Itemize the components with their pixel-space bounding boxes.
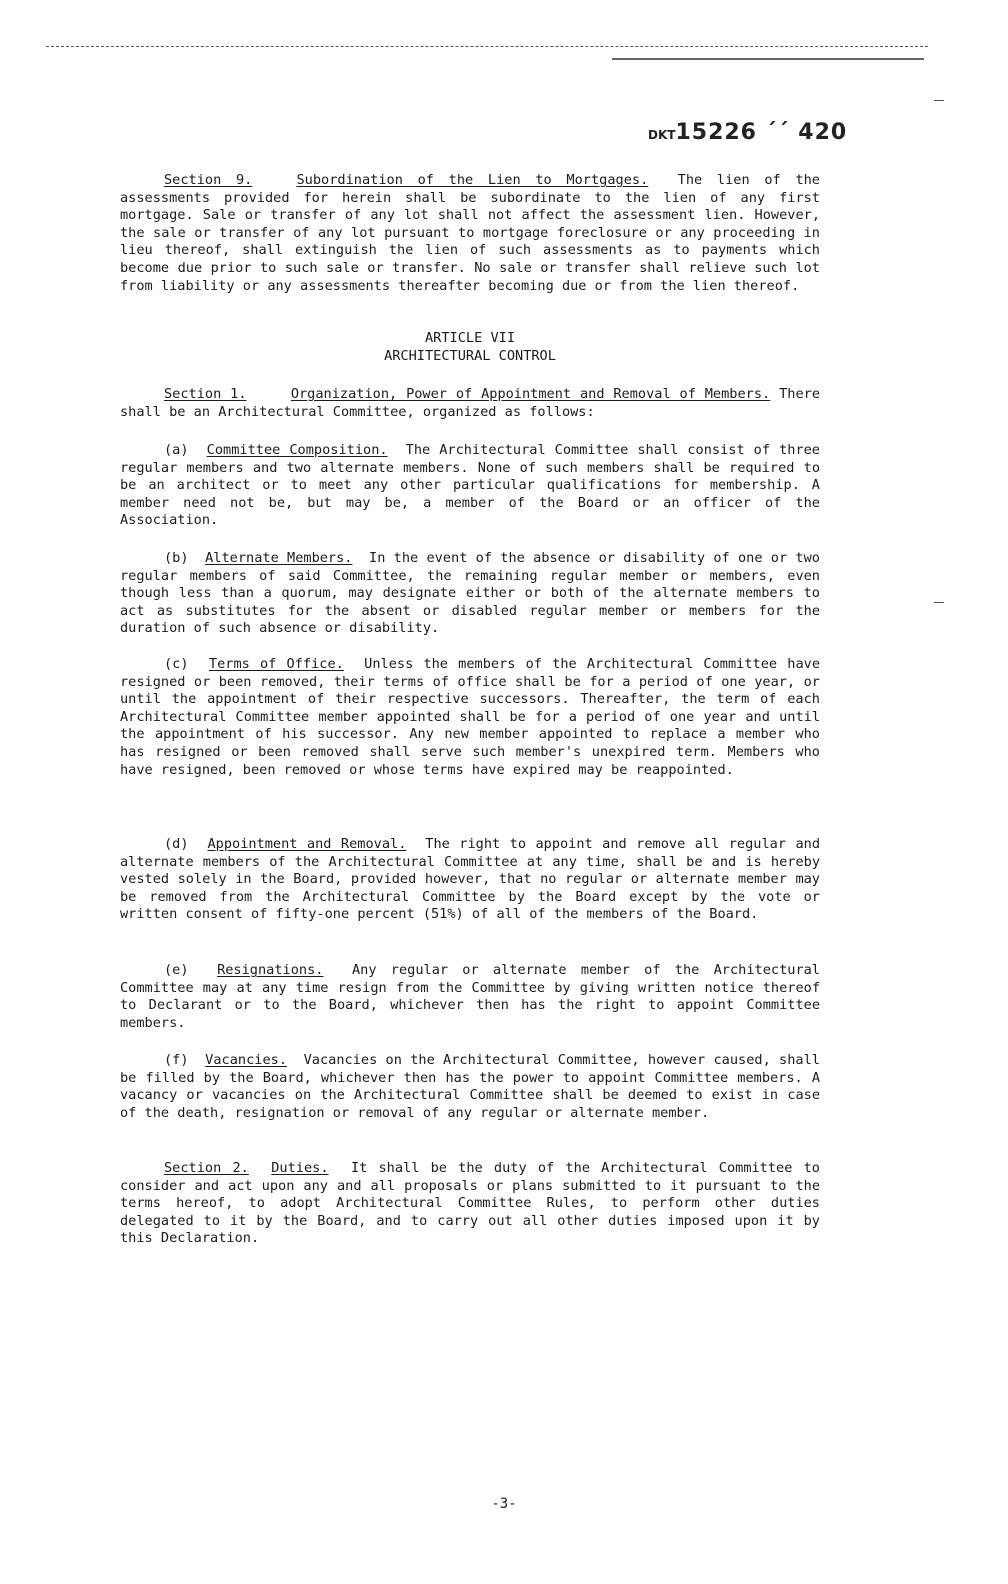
subsection-d-label: (d) (164, 836, 189, 852)
section-2-body: It shall be the duty of the Architectural Committee to consider and act upon any and all proposals or plans submitted to it pursuant to the terms hereof, to adopt Architectural Committee Rules, to perform other duties delegated to it by the Board, and to carry out all other duties imposed upon it by this Declaration. (120, 1160, 820, 1247)
subsection-b-paragraph (120, 550, 820, 638)
subsection-c-label: (c) (164, 656, 189, 672)
subsection-e (120, 962, 820, 1032)
subsection-e-body: Any regular or alternate member of the Architectural Committee may at any time resign from the Committee by giving written notice thereof to Declarant or to the Board, whichever then has the right to appoint Committee members. (120, 962, 820, 1031)
subsection-a-title: Committee Composition. (206, 442, 388, 458)
subsection-a-paragraph (120, 442, 820, 530)
section-1 (120, 386, 820, 421)
subsection-a-body: The Architectural Committee shall consist of three regular members and two alternate members. None of such members shall be required to be an architect or to meet any other particular qualifications for membership. A member need not be, but may be, a member of the Board or an officer of the Association. (120, 442, 820, 529)
subsection-a-label: (a) (164, 442, 189, 458)
subsection-c-body: Unless the members of the Architectural Committee have resigned or been removed, their terms of office shall be for a period of one year, or until the appointment of their respective successors. Thereafter, the term of each Architectural Committee member appointed shall be for a period of one year and until the appointment of his successor. Any new member appointed to replace a member who has resigned or been removed shall serve such member's unexpired term. Members who have resigned, been removed or whose terms have expired may be reappointed. (120, 656, 820, 778)
subsection-f-label: (f) (164, 1052, 189, 1068)
article-number: ARTICLE VII (424, 330, 516, 346)
subsection-e-title: Resignations. (217, 962, 324, 978)
section-2-lead: Section 2. (164, 1160, 249, 1176)
scan-artifact-line (612, 58, 924, 60)
subsection-b-title: Alternate Members. (205, 550, 353, 566)
subsection-e-paragraph (120, 962, 820, 1032)
subsection-d-title: Appointment and Removal. (207, 836, 407, 852)
scan-artifact-line (46, 46, 928, 47)
section-9-title: Subordination of the Lien to Mortgages. (296, 172, 649, 188)
article-title: ARCHITECTURAL CONTROL (384, 347, 556, 364)
subsection-c-title: Terms of Office. (208, 656, 344, 672)
article-heading (120, 330, 820, 365)
subsection-f-paragraph (120, 1052, 820, 1122)
subsection-b-label: (b) (164, 550, 189, 566)
section-9-body: The lien of the assessments provided for herein shall be subordinate to the lien of any first mortgage. Sale or transfer of any lot shall not affect the assessment lien. However, the sale or transfer of any lot pursuant to mortgage foreclosure or any proceeding in lieu thereof, shall extinguish the lien of such assessments as to payments which become due prior to such sale or transfer. No sale or transfer shall relieve such lot from liability or any assessments thereafter becoming due or from the lien thereof. (120, 172, 820, 294)
section-2-paragraph (120, 1160, 820, 1248)
subsection-f-title: Vacancies. (205, 1052, 287, 1068)
subsection-f (120, 1052, 820, 1122)
subsection-c-paragraph (120, 656, 820, 779)
subsection-d (120, 836, 820, 924)
margin-mark (934, 602, 944, 603)
subsection-a (120, 442, 820, 530)
subsection-d-paragraph (120, 836, 820, 924)
subsection-d-body: The right to appoint and remove all regular and alternate members of the Architectural Committee at any time, shall be and is hereby vested solely in the Board, provided however, that no regular or alternate member may be removed from the Architectural Committee by the Board except by the vote or written consent of fifty-one percent (51%) of all of the members of the Board. (120, 836, 820, 923)
subsection-b-body: In the event of the absence or disability of one or two regular members of said Committee, the remaining regular member or members, even though less than a quorum, may designate either or both of the alternate members to act as substitutes for the absent or disabled regular member or members for the duration of such absence or disability. (120, 550, 820, 637)
section-1-lead: Section 1. (164, 386, 247, 402)
subsection-b (120, 550, 820, 638)
section-1-title: Organization, Power of Appointment and Removal of Members. (290, 386, 771, 402)
subsection-f-body: Vacancies on the Architectural Committee, however caused, shall be filled by the Board, whichever then has the power to appoint Committee members. A vacancy or vacancies on the Architectural Committee shall be deemed to exist in case of the death, resignation or removal of any regular or alternate member. (120, 1052, 820, 1121)
margin-mark (934, 100, 944, 101)
section-1-paragraph (120, 386, 820, 421)
subsection-e-label: (e) (164, 962, 189, 978)
subsection-c (120, 656, 820, 779)
docket-prefix: DKT (648, 128, 676, 142)
docket-number (648, 120, 847, 145)
section-9-lead: Section 9. (164, 172, 253, 188)
section-2 (120, 1160, 820, 1248)
page-number: -3- (491, 1496, 517, 1512)
section-9 (120, 172, 820, 295)
section-9-paragraph (120, 172, 820, 295)
section-1-body: There shall be an Architectural Committee, organized as follows: (120, 386, 820, 420)
section-2-title: Duties. (271, 1160, 329, 1176)
docket-value: 15226 ˊˊ 420 (675, 120, 848, 145)
